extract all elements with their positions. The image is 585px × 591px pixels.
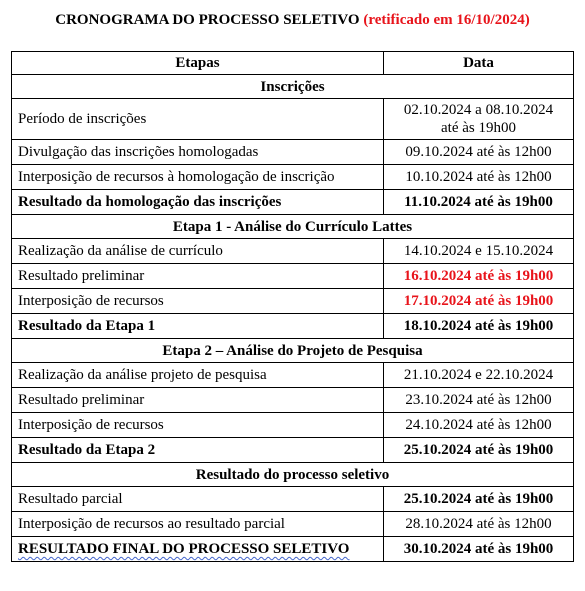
- section-title: Etapa 1 - Análise do Currículo Lattes: [12, 215, 574, 239]
- date-cell: [384, 289, 574, 314]
- date-text: até às 19h00: [441, 120, 516, 136]
- date-text: 16.10.2024 até às 19h00: [403, 268, 554, 284]
- stage-cell: Interposição de recursos à homologação de inscrição: [12, 165, 384, 190]
- stage-label: RESULTADO FINAL DO PROCESSO SELETIVO: [18, 541, 350, 557]
- stage-cell: Resultado parcial: [12, 487, 384, 512]
- date-text: 25.10.2024 até às 19h00: [403, 442, 554, 458]
- stage-cell: [12, 537, 384, 562]
- section-title: Inscrições: [12, 75, 574, 99]
- table-row: [12, 487, 574, 512]
- stage-cell: Resultado da Etapa 1: [12, 314, 384, 339]
- stage-cell: Interposição de recursos: [12, 289, 384, 314]
- table-row: [12, 289, 574, 314]
- stage-cell: Realização da análise de currículo: [12, 239, 384, 264]
- date-text: 11.10.2024 até às 19h00: [404, 194, 553, 210]
- date-text: 17.10.2024 até às 19h00: [403, 293, 554, 309]
- section-row: [12, 339, 574, 363]
- table-row: [12, 140, 574, 165]
- date-cell: [384, 438, 574, 463]
- title-rectification-note: (retificado em 16/10/2024): [363, 12, 530, 28]
- header-date: Data: [384, 52, 574, 75]
- date-cell: [384, 487, 574, 512]
- date-cell: [384, 537, 574, 562]
- stage-cell: Resultado preliminar: [12, 388, 384, 413]
- table-header-row: [12, 52, 574, 75]
- date-text: 10.10.2024 até às 12h00: [405, 169, 552, 185]
- date-text: 25.10.2024 até às 19h00: [403, 491, 554, 507]
- stage-cell: Divulgação das inscrições homologadas: [12, 140, 384, 165]
- table-row: [12, 165, 574, 190]
- date-cell: [384, 264, 574, 289]
- stage-cell: Resultado preliminar: [12, 264, 384, 289]
- table-row: [12, 512, 574, 537]
- stage-cell: Resultado da Etapa 2: [12, 438, 384, 463]
- stage-cell: Interposição de recursos: [12, 413, 384, 438]
- table-row: [12, 438, 574, 463]
- stage-cell: Interposição de recursos ao resultado parcial: [12, 512, 384, 537]
- date-cell: [384, 314, 574, 339]
- schedule-table: [11, 51, 574, 562]
- date-cell: [384, 140, 574, 165]
- table-row: [12, 363, 574, 388]
- date-cell: [384, 388, 574, 413]
- stage-cell: Resultado da homologação das inscrições: [12, 190, 384, 215]
- date-cell: [384, 165, 574, 190]
- table-row: [12, 99, 574, 140]
- schedule-body: [12, 75, 574, 562]
- stage-cell: Realização da análise projeto de pesquisa: [12, 363, 384, 388]
- date-cell: [384, 512, 574, 537]
- date-cell: [384, 239, 574, 264]
- section-row: [12, 75, 574, 99]
- document-title: [0, 10, 585, 30]
- title-main: CRONOGRAMA DO PROCESSO SELETIVO: [55, 12, 364, 28]
- section-row: [12, 215, 574, 239]
- stage-cell: Período de inscrições: [12, 99, 384, 140]
- date-cell: [384, 363, 574, 388]
- date-text: 23.10.2024 até às 12h00: [405, 392, 552, 408]
- table-row: [12, 413, 574, 438]
- date-text: 24.10.2024 até às 12h00: [405, 417, 552, 433]
- section-title: Etapa 2 – Análise do Projeto de Pesquisa: [12, 339, 574, 363]
- table-row: [12, 190, 574, 215]
- section-row: [12, 463, 574, 487]
- table-row: [12, 264, 574, 289]
- section-title: Resultado do processo seletivo: [12, 463, 574, 487]
- date-text: 18.10.2024 até às 19h00: [403, 318, 554, 334]
- table-row: [12, 239, 574, 264]
- table-row: [12, 314, 574, 339]
- date-cell: [384, 190, 574, 215]
- date-text: 30.10.2024 até às 19h00: [403, 541, 554, 557]
- date-text: 09.10.2024 até às 12h00: [405, 144, 552, 160]
- table-row: [12, 388, 574, 413]
- date-text: 02.10.2024 a 08.10.2024: [403, 102, 554, 118]
- date-text: 14.10.2024 e 15.10.2024: [403, 243, 554, 259]
- date-text: 21.10.2024 e 22.10.2024: [403, 367, 554, 383]
- date-cell: [384, 413, 574, 438]
- header-stages: Etapas: [12, 52, 384, 75]
- date-text: 28.10.2024 até às 12h00: [405, 516, 552, 532]
- table-row: [12, 537, 574, 562]
- date-cell: [384, 99, 574, 140]
